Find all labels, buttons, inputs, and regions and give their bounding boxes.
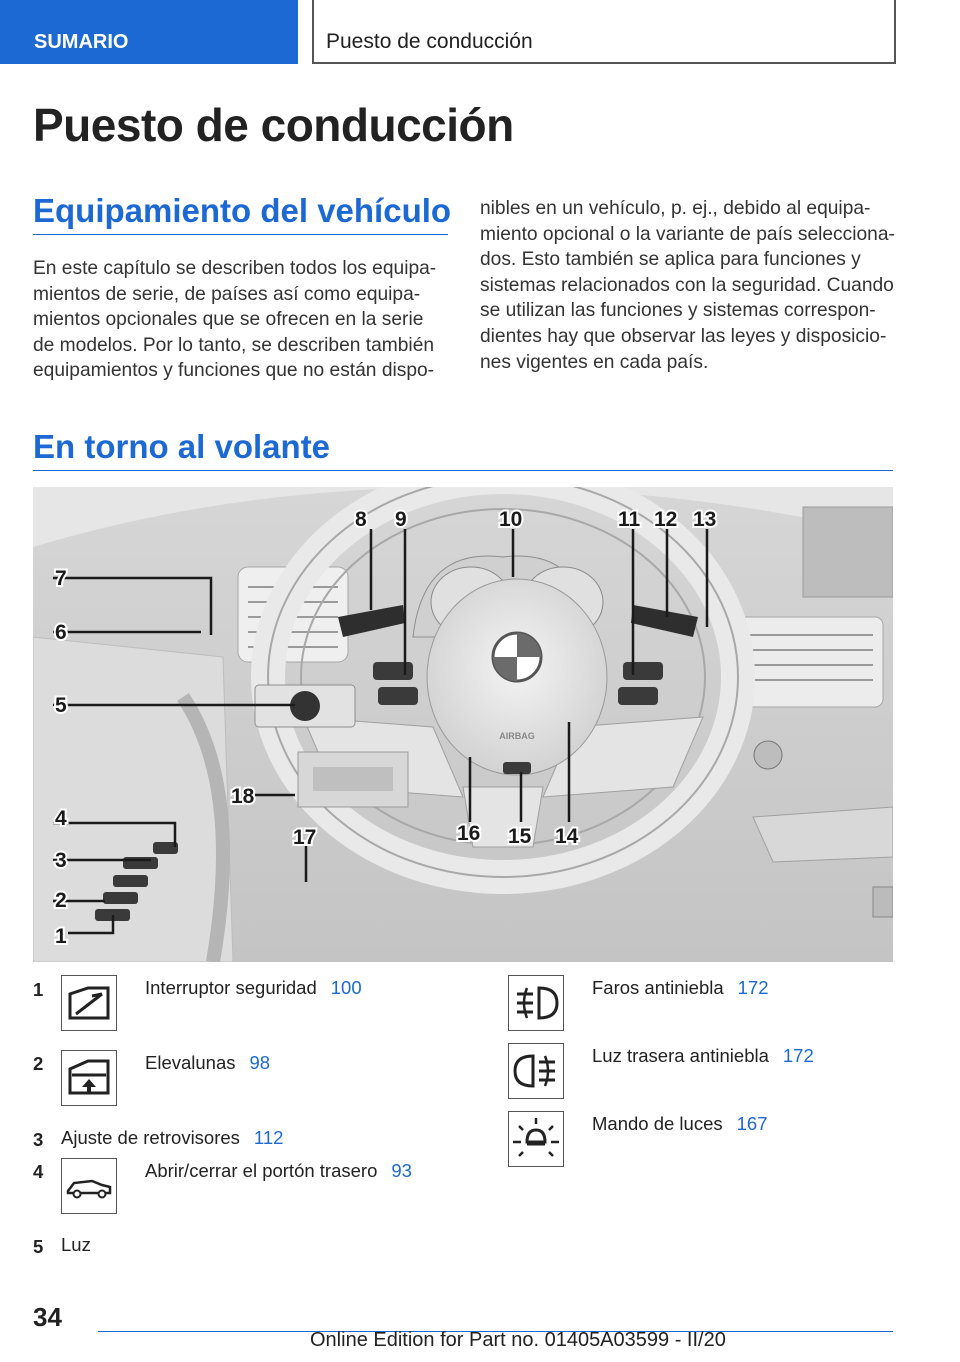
page-ref-link[interactable]: 100 [330, 977, 362, 998]
summary-tab[interactable]: SUMARIO [0, 0, 298, 64]
steering-heading-rule [33, 470, 893, 471]
page-ref-link[interactable]: 172 [782, 1045, 814, 1066]
legend-item-rear-fog: Luz trasera antiniebla 172 [592, 1045, 814, 1066]
rear-fog-light-icon [508, 1043, 564, 1099]
equipment-heading: Equipamiento del vehículo [33, 192, 452, 229]
tailgate-icon [61, 1158, 117, 1214]
callout-13: 13 [693, 508, 717, 531]
callout-2: 2 [55, 889, 67, 912]
top-navigation [0, 0, 960, 66]
equipment-heading-rule [33, 234, 448, 235]
steering-heading: En torno al volante [33, 428, 331, 465]
page-number: 34 [33, 1302, 62, 1332]
footer-edition: Online Edition for Part no. 01405A03599 - II/20 [310, 1329, 726, 1351]
callout-4: 4 [55, 807, 67, 830]
page-ref-link[interactable]: 98 [249, 1052, 271, 1073]
legend-left [33, 975, 473, 1265]
page-ref-link[interactable]: 112 [253, 1127, 284, 1148]
cockpit-illustration [33, 487, 893, 962]
callout-1: 1 [55, 925, 67, 948]
page-ref-link[interactable]: 93 [391, 1160, 412, 1181]
callout-15: 15 [508, 825, 532, 848]
section-tab[interactable]: Puesto de conducción [312, 0, 896, 64]
callout-3: 3 [55, 849, 67, 872]
legend-number: 1 [33, 979, 44, 1000]
callout-17: 17 [293, 826, 317, 849]
legend-item-power-window: Elevalunas 98 [145, 1052, 271, 1073]
power-window-icon [61, 1050, 117, 1106]
callout-7: 7 [55, 567, 67, 590]
legend-item-mirror-adjust: Ajuste de retrovisores 112 [61, 1127, 284, 1148]
page-title: Puesto de conducción [33, 99, 514, 151]
callout-8: 8 [355, 508, 367, 531]
callout-18: 18 [231, 785, 255, 808]
legend-number: 5 [33, 1236, 44, 1257]
callout-9: 9 [395, 508, 407, 531]
safety-switch-icon [61, 975, 117, 1031]
callout-14: 14 [555, 825, 579, 848]
legend-item-light: Luz [61, 1234, 91, 1255]
callout-10: 10 [499, 508, 523, 531]
callout-11: 11 [618, 508, 641, 531]
airbag-label: AIRBAG [499, 731, 535, 741]
legend-item-tailgate: Abrir/cerrar el portón trasero 93 [145, 1160, 412, 1181]
front-fog-light-icon [508, 975, 564, 1031]
legend-number: 3 [33, 1129, 44, 1150]
legend-item-safety-switch: Interruptor seguridad 100 [145, 977, 362, 998]
callout-16: 16 [457, 822, 481, 845]
legend-item-front-fog: Faros antiniebla 172 [592, 977, 769, 998]
legend-number: 4 [33, 1161, 44, 1182]
light-control-icon [508, 1111, 564, 1167]
legend-right [508, 975, 908, 1175]
equipment-text-left: En este capítulo se describen todos los equipa-mientos de serie, de países así como equipa-mientos opcionales que se ofrecen en la serie de modelos. Por lo tanto, se describen también equipamientos y funciones que no están dispo- [33, 258, 437, 382]
callout-12: 12 [654, 508, 678, 531]
page-ref-link[interactable]: 167 [736, 1113, 768, 1134]
legend-number: 2 [33, 1053, 44, 1074]
equipment-text-right: nibles en un vehículo, p. ej., debido al equipa-miento opcional o la variante de país selecciona-dos. Esto también se aplica para funciones y sistemas relacionados con la seguridad. Cuando se utilizan las funciones y sistemas correspon-dientes hay que observar las leyes y disposicio-nes vigentes en cada país. [480, 198, 895, 373]
callout-5: 5 [55, 694, 67, 717]
callout-6: 6 [55, 621, 67, 644]
page-ref-link[interactable]: 172 [737, 977, 769, 998]
legend-item-light-control: Mando de luces 167 [592, 1113, 768, 1134]
